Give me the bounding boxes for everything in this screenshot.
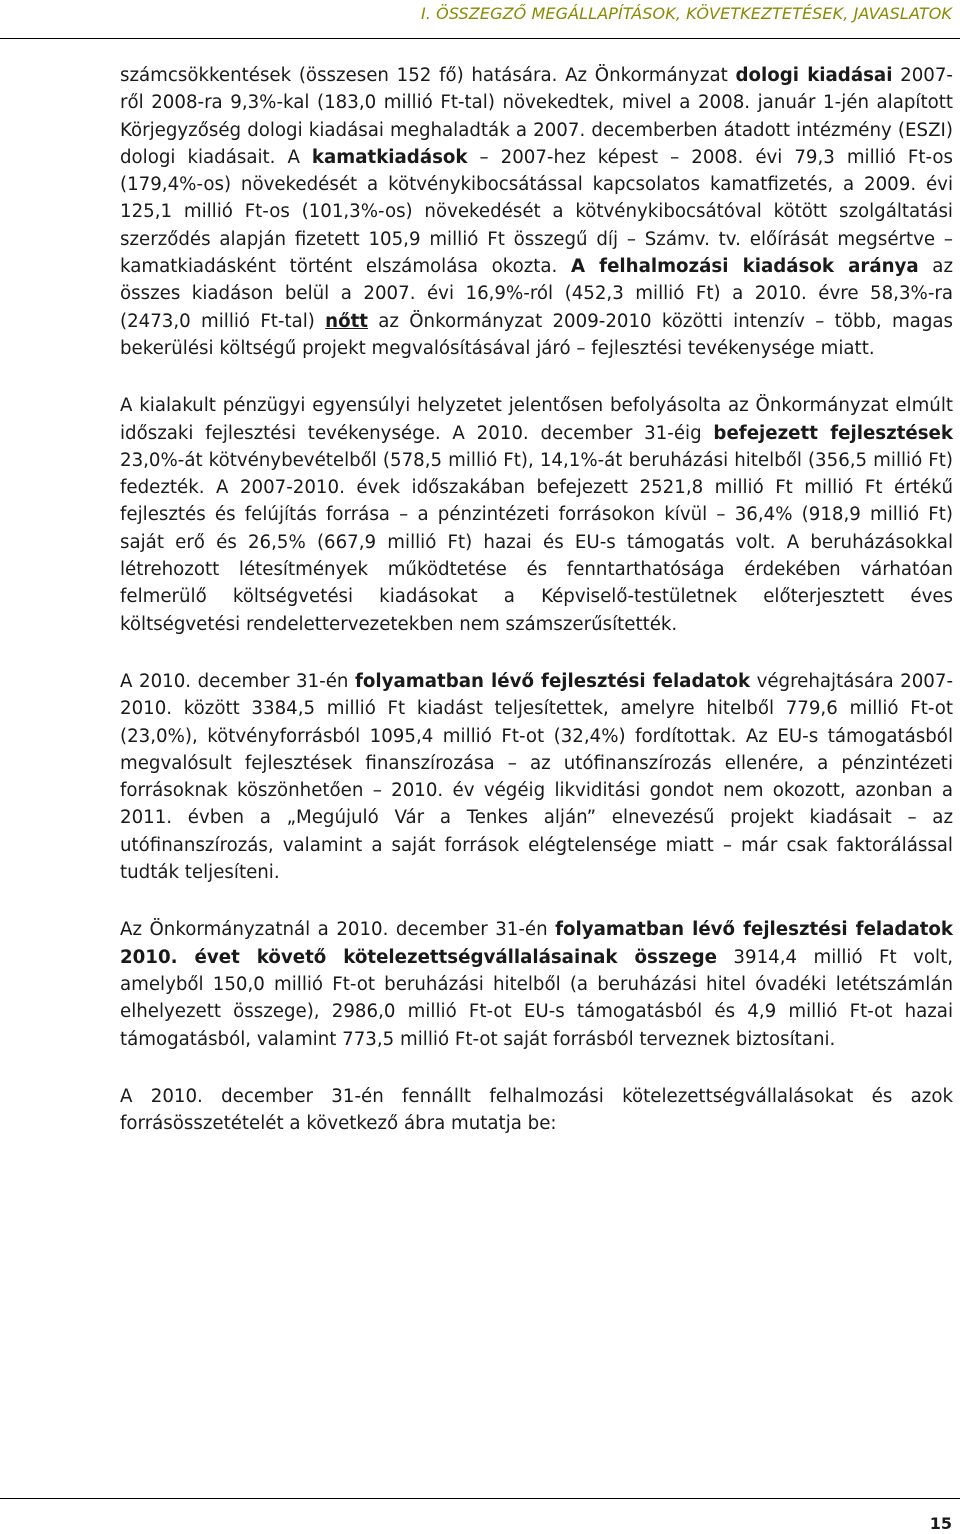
text-run: – 2007-hez képest – 2008. évi 79,3 millió Ft-os (179,4%-os) növekedését a kötvénykibocsátással kapcsolatos kamatfizetés, a 2009. évi 125,1 millió Ft-os (101,3%-os) növekedését a kötvénykibocsátóval kötött szolgáltatási szerződés alapján fizetett 105,9 millió Ft összegű díj – Számv. tv. előírását megsértve – kamatkiadásként történt elszámolása okozta.	[120, 146, 954, 278]
page-number: 15	[929, 1514, 952, 1533]
bold-text-run: befejezett fejlesztések	[713, 422, 953, 444]
header-title: I. ÖSSZEGZŐ MEGÁLLAPÍTÁSOK, KÖVETKEZTETÉSEK, JAVASLATOK	[420, 4, 952, 23]
paragraph-ongoing-developments	[120, 668, 953, 886]
text-run: 23,0%-át kötvénybevételből (578,5 millió Ft), 14,1%-át beruházási hitelből (356,5 millió Ft) fedezték. A 2007-2010. évek időszakában befejezett 2521,8 millió Ft millió Ft értékű fejlesztés és felújítás forrása – a pénzintézeti forrásokon kívül – 36,4% (918,9 millió Ft) saját erő és 26,5% (667,9 millió Ft) hazai és EU-s támogatás volt. A beruházásokkal létrehozott létesítmények működtetése és fenntarthatósága érdekében várhatóan felmerülő költségvetési kiadásokat a Képviselő-testületnek előterjesztett éves költségvetési rendelettervezetekben nem számszerűsítették.	[120, 449, 953, 635]
text-run: az Önkormányzat 2009-2010 közötti intenzív – több, magas bekerülési költségű projekt megvalósításával járó – fejlesztési tevékenysége miatt.	[120, 310, 953, 359]
paragraph-expenditures	[120, 62, 953, 362]
text-run: végrehajtására 2007-2010. között 3384,5 millió Ft kiadást teljesítettek, amelyre hitelből 779,6 millió Ft-ot (23,0%), kötvényforrásból 1095,4 millió Ft-ot (32,4%) fordítottak. Az EU-s támogatásból megvalósult fejlesztések finanszírozása – az utófinanszírozás ellenére, a pénzintézeti forrásoknak köszönhetően – 2010. év végéig likviditási gondot nem okozott, azonban a 2011. évben a „Megújuló Vár a Tenkes alján” elnevezésű projekt kiadásait – az utófinanszírozás, valamint a saját források elégtelensége miatt – már csak faktorálással tudták teljesíteni.	[120, 670, 954, 884]
bold-text-run: folyamatban lévő fejlesztési feladatok	[355, 670, 751, 692]
text-run: az összes kiadáson belül a 2007. évi 16,9%-ról (452,3 millió Ft) a 2010. évre 58,3%-ra (2473,0 millió Ft-tal)	[120, 256, 953, 332]
bold-text-run: kamatkiadások	[311, 146, 468, 168]
text-run: Az Önkormányzatnál a 2010. december 31-én	[120, 919, 556, 941]
page-header	[0, 0, 960, 39]
text-run: A 2010. december 31-én	[120, 670, 355, 692]
page-footer-rule	[0, 1498, 960, 1499]
paragraph-commitments	[120, 916, 953, 1052]
bold-text-run: A felhalmozási kiadások aránya	[570, 256, 919, 278]
text-run: 2007-ről 2008-ra 9,3%-kal (183,0 millió Ft-tal) növekedtek, mivel a 2008. január 1-jén alapított Körjegyzőség dologi kiadásai meghaladták a 2007. decemberben átadott intézmény (ESZI) dologi kiadásait. A	[120, 65, 953, 168]
bold-text-run: dologi kiadásai	[735, 65, 893, 86]
text-run: számcsökkentések (összesen 152 fő) hatására. Az Önkormányzat	[120, 65, 736, 86]
paragraph-figure-intro	[120, 1083, 953, 1138]
text-run: A kialakult pénzügyi egyensúlyi helyzetet jelentősen befolyásolta az Önkormányzat elmúlt időszaki fejlesztési tevékenysége. A 2010. december 31-éig	[120, 395, 953, 444]
bold-text-run: folyamatban lévő fejlesztési feladatok 2010. évet követő kötelezettségvállalásainak összege	[120, 919, 953, 968]
document-body	[120, 62, 953, 1167]
bold-text-run: nőtt	[325, 310, 369, 332]
text-run: A 2010. december 31-én fennállt felhalmozási kötelezettségvállalásokat és azok forrásösszetételét a következő ábra mutatja be:	[120, 1085, 953, 1135]
paragraph-completed-developments	[120, 392, 953, 638]
text-run: 3914,4 millió Ft volt, amelyből 150,0 millió Ft-ot beruházási hitelből (a beruházási hitel óvadéki letétszámlán elhelyezett összege), 2986,0 millió Ft-ot EU-s támogatásból és 4,9 millió Ft-ot hazai támogatásból, valamint 773,5 millió Ft-ot saját forrásból terveznek biztosítani.	[120, 946, 953, 1050]
